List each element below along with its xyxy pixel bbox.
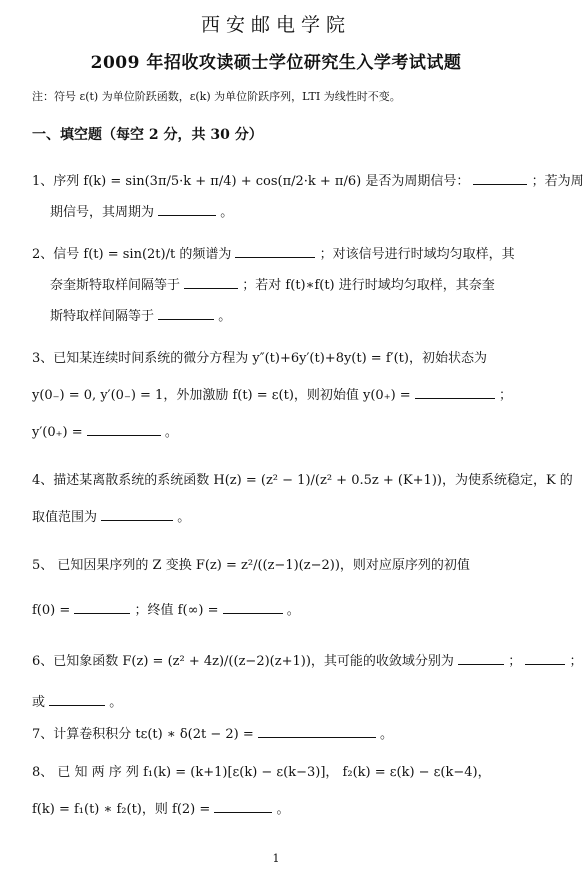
q3-text-2: y(0₋) = 0, y′(0₋) = 1，外加激励 f(t) = ε(t)，则初始值 y(0₊) = (32, 388, 411, 403)
q3-text: 3、已知某连续时间系统的微分方程为 y″(t)+6y′(t)+8y(t) = f′(t)，初始状态为 (32, 351, 487, 366)
q4-text-2: 取值范围为 (32, 510, 98, 525)
q3-text-3: y′(0₊) = (32, 425, 83, 440)
q3-text-3b: 。 (164, 425, 178, 440)
question-5 (32, 555, 528, 622)
q3-text-2b: ； (498, 388, 512, 403)
q1-text-2b: 。 (220, 205, 234, 220)
q3-answer-blank-1[interactable] (415, 384, 495, 399)
q2-text-3b: 。 (218, 309, 232, 324)
q5-answer-blank-2[interactable] (223, 599, 283, 614)
q7-text: 7、计算卷积积分 tε(t) ∗ δ(2t − 2) = (32, 727, 254, 742)
school-name: 西安邮电学院 (200, 14, 351, 36)
q6-text-2: 或 (32, 695, 46, 710)
q8-answer-blank[interactable] (214, 798, 272, 813)
q7-answer-blank[interactable] (258, 723, 376, 738)
question-6 (32, 650, 583, 714)
question-1 (32, 170, 584, 224)
notation-note: 注：符号 ε(t) 为单位阶跃函数，ε(k) 为单位阶跃序列，LTI 为线性时不变。 (32, 90, 401, 103)
q5-text-2: f(0) = (32, 603, 71, 618)
q1-answer-blank-1[interactable] (473, 170, 527, 185)
exam-title: 2009 年招收攻读硕士学位研究生入学考试试题 (90, 53, 462, 73)
q6-text-2b: 。 (109, 695, 123, 710)
q2-text-3: 斯特取样间隔等于 (50, 309, 155, 324)
q8-text-2: f(k) = f₁(t) ∗ f₂(t)，则 f(2) = (32, 802, 211, 817)
q2-text-2b: ；若对 f(t)∗f(t) 进行时域均匀取样，其奈奎 (242, 278, 495, 293)
q8-text-2b: 。 (276, 802, 290, 817)
page-number: 1 (272, 852, 280, 865)
question-7 (32, 723, 528, 746)
question-4 (32, 470, 573, 529)
q5-text-2c: 。 (286, 603, 300, 618)
q6-text: 6、已知象函数 F(z) = (z² + 4z)/((z−2)(z+1))，其可能的收敛域分别为 (32, 654, 454, 669)
q7-text-b: 。 (380, 727, 394, 742)
q2-text: 2、信号 f(t) = sin(2t)/t 的频谱为 (32, 247, 232, 262)
q6-answer-blank-1[interactable] (458, 650, 504, 665)
q4-text-2b: 。 (177, 510, 191, 525)
q2-text-b: ；对该信号进行时域均匀取样，其 (319, 247, 515, 262)
q5-answer-blank-1[interactable] (74, 599, 130, 614)
q2-answer-blank-3[interactable] (158, 305, 214, 320)
q2-answer-blank-2[interactable] (184, 274, 238, 289)
question-3 (32, 348, 528, 444)
q5-text: 5、 已知因果序列的 Z 变换 F(z) = z²/((z−1)(z−2))，则对应原序列的初值 (32, 558, 470, 573)
question-8 (32, 762, 528, 821)
q1-text-b: ；若为周 (531, 174, 584, 189)
q6-text-b: ； (508, 654, 522, 669)
q4-answer-blank[interactable] (101, 506, 173, 521)
q6-answer-blank-3[interactable] (49, 691, 105, 706)
q2-text-2: 奈奎斯特取样间隔等于 (50, 278, 181, 293)
q1-text: 1、序列 f(k) = sin(3π/5·k + π/4) + cos(π/2·k + π/6) 是否为周期信号： (32, 174, 470, 189)
question-2 (32, 243, 528, 328)
q3-answer-blank-2[interactable] (87, 421, 161, 436)
q5-text-2b: ；终值 f(∞) = (134, 603, 219, 618)
q6-answer-blank-2[interactable] (525, 650, 565, 665)
q6-text-c: ； (569, 654, 583, 669)
q8-text: 8、 已 知 两 序 列 f₁(k) = (k+1)[ε(k) − ε(k−3)]， f₂(k) = ε(k) − ε(k−4)， (32, 765, 491, 780)
q4-text: 4、描述某离散系统的系统函数 H(z) = (z² − 1)/(z² + 0.5z + (K+1))，为使系统稳定，K 的 (32, 473, 573, 488)
q2-answer-blank-1[interactable] (235, 243, 315, 258)
q1-answer-blank-2[interactable] (158, 201, 216, 216)
section-heading: 一、填空题（每空 2 分，共 30 分） (32, 127, 263, 143)
q1-text-2: 期信号，其周期为 (50, 205, 155, 220)
